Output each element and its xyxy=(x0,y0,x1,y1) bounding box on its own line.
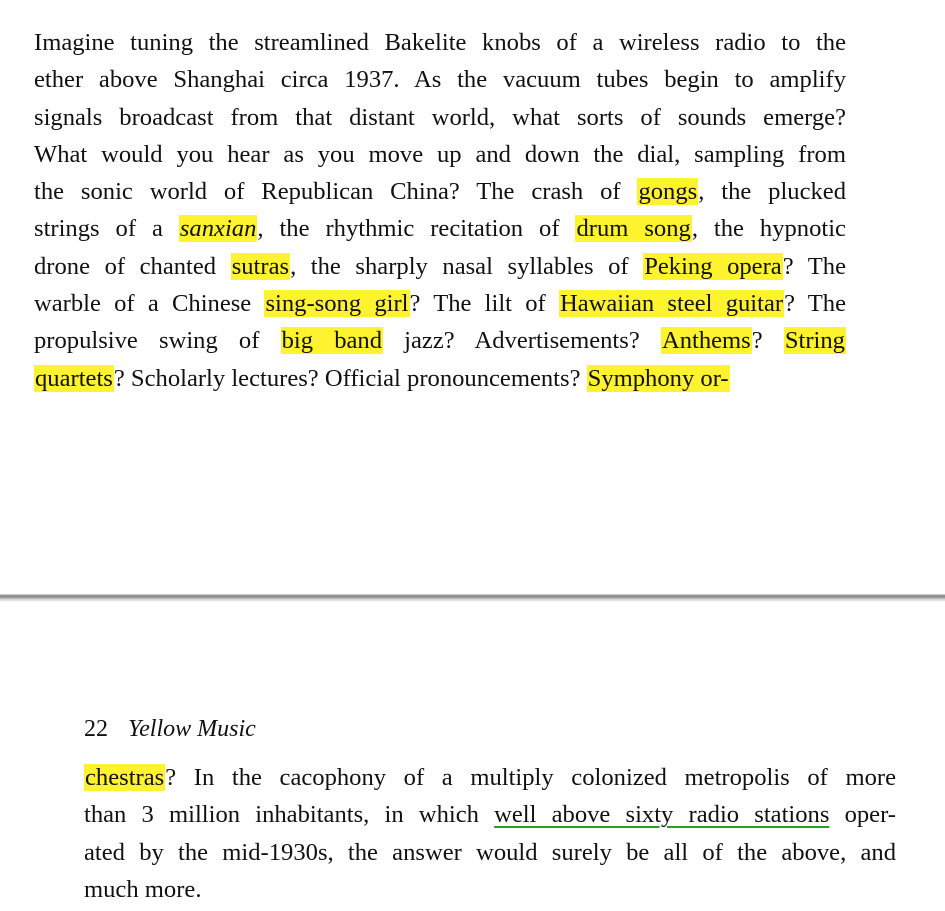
text-run: ? The lilt of xyxy=(409,290,559,318)
page-number: 22 xyxy=(84,716,108,742)
text-line xyxy=(34,360,846,397)
highlighted-phrase: Anthems xyxy=(661,327,751,355)
highlighted-phrase: gongs xyxy=(638,178,698,206)
highlighted-phrase: String xyxy=(784,327,845,355)
page-divider xyxy=(0,594,945,602)
text-run: ether above Shanghai circa 1937. As the vacuum tubes begin to amplify xyxy=(34,66,846,94)
text-run: What would you hear as you move up and down the dial, sampling from xyxy=(34,140,846,168)
text-run: warble of a Chinese xyxy=(34,290,265,318)
paragraph-top xyxy=(34,24,846,397)
highlighted-phrase: quartets xyxy=(35,364,113,392)
running-head xyxy=(84,714,256,744)
highlighted-phrase: Hawaiian steel guitar xyxy=(559,290,784,318)
text-run: , the sharply nasal syllables of xyxy=(290,252,644,280)
text-run: Imagine tuning the streamlined Bakelite knobs of a wireless radio to the xyxy=(34,29,846,56)
text-run: ated by the mid-1930s, the answer would surely be all of the above, and xyxy=(84,838,896,866)
text-run: , the hypnotic xyxy=(691,215,846,243)
text-line xyxy=(84,796,896,833)
text-run: , the plucked xyxy=(698,178,846,206)
highlighted-phrase: sing-song girl xyxy=(265,290,409,318)
text-line xyxy=(34,99,846,136)
text-run: ? The xyxy=(784,290,846,318)
highlighted-phrase: drum song xyxy=(576,215,691,243)
text-run: oper- xyxy=(829,801,896,829)
text-run: jazz? Advertisements? xyxy=(383,327,661,355)
text-run: propulsive swing of xyxy=(34,327,281,355)
text-run: than 3 million inhabitants, in which xyxy=(84,801,495,829)
highlighted-phrase: Symphony or- xyxy=(587,364,729,392)
text-line xyxy=(34,61,846,98)
text-run: the sonic world of Republican China? The crash of xyxy=(34,178,638,206)
text-run: ? Scholarly lectures? Official pronouncements? xyxy=(113,364,587,392)
text-line xyxy=(84,759,896,796)
text-line xyxy=(84,871,896,908)
text-line xyxy=(34,173,846,210)
highlighted-phrase: sanxian xyxy=(179,215,257,243)
text-line xyxy=(34,210,846,247)
text-run: ? xyxy=(751,327,784,355)
highlighted-phrase: big band xyxy=(281,327,382,355)
text-line xyxy=(34,322,846,359)
text-line xyxy=(34,136,846,173)
paragraph-bottom xyxy=(84,759,896,908)
text-run: ? In the cacophony of a multiply colonized metropolis of more xyxy=(165,764,896,791)
text-run: drone of chanted xyxy=(34,252,231,280)
underlined-phrase: well above sixty radio stations xyxy=(494,801,830,829)
text-line xyxy=(34,248,846,285)
text-run: strings of a xyxy=(34,215,179,243)
highlighted-phrase: sutras xyxy=(231,252,290,280)
text-line xyxy=(34,24,846,61)
text-run: ? The xyxy=(782,252,846,280)
text-run: much more. xyxy=(84,875,202,903)
text-line xyxy=(84,834,896,871)
highlighted-phrase: chestras xyxy=(85,764,165,791)
highlighted-phrase: Peking opera xyxy=(644,252,782,280)
text-run: signals broadcast from that distant world, what sorts of sounds emerge? xyxy=(34,103,846,131)
text-line xyxy=(34,285,846,322)
text-run: , the rhythmic recitation of xyxy=(257,215,576,243)
running-title: Yellow Music xyxy=(128,716,256,742)
